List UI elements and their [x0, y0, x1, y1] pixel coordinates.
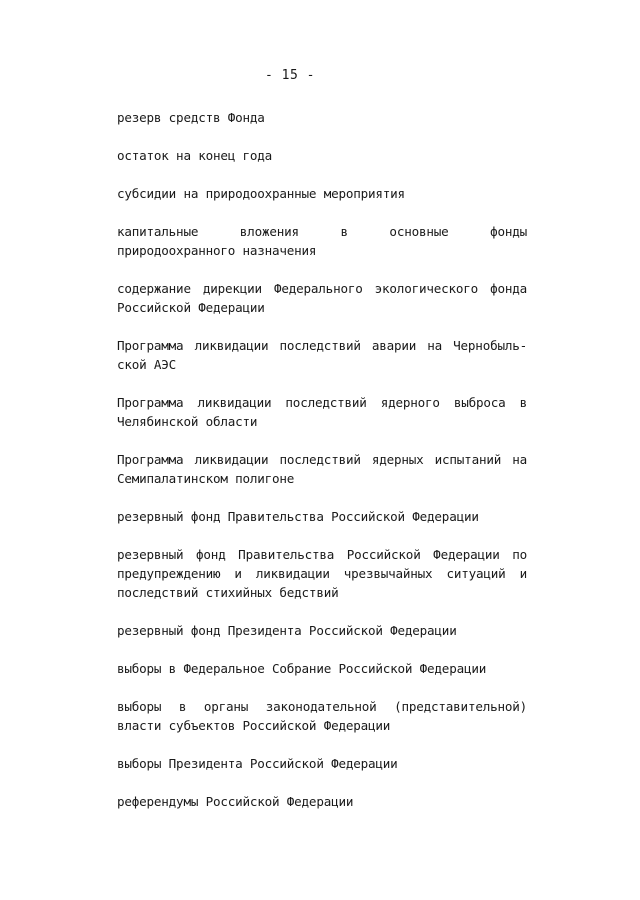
- item-line: референдумы Российской Федерации: [117, 794, 354, 809]
- item-line: предупреждению и ликвидации чрезвычайных ситуаций и: [117, 566, 527, 581]
- list-item: [117, 507, 527, 526]
- page-number: - 15 -: [265, 68, 315, 83]
- item-line: Программа ликвидации последствий аварии на Чернобыль-: [117, 338, 527, 353]
- item-line: содержание дирекции Федерального экологического фонда: [117, 281, 527, 296]
- item-line: резервный фонд Правительства Российской Федерации по: [117, 547, 527, 562]
- list-item: [117, 393, 527, 431]
- list-item: [117, 621, 527, 640]
- item-line: капитальные вложения в основные фонды: [117, 224, 527, 239]
- item-line: ской АЭС: [117, 357, 177, 372]
- item-line: резерв средств Фонда: [117, 110, 265, 125]
- budget-items-list: [117, 108, 527, 830]
- list-item: [117, 697, 527, 735]
- list-item: [117, 754, 527, 773]
- item-line: последствий стихийных бедствий: [117, 585, 339, 600]
- item-line: Российской Федерации: [117, 300, 265, 315]
- item-line: природоохранного назначения: [117, 243, 317, 258]
- list-item: [117, 336, 527, 374]
- item-line: Программа ликвидации последствий ядерных испытаний на: [117, 452, 527, 467]
- list-item: [117, 659, 527, 678]
- item-line: Семипалатинском полигоне: [117, 471, 295, 486]
- item-line: остаток на конец года: [117, 148, 273, 163]
- item-line: резервный фонд Президента Российской Федерации: [117, 623, 457, 638]
- list-item: [117, 184, 527, 203]
- item-line: Челябинской области: [117, 414, 258, 429]
- item-line: выборы в Федеральное Собрание Российской Федерации: [117, 661, 487, 676]
- list-item: [117, 279, 527, 317]
- list-item: [117, 108, 527, 127]
- item-line: выборы Президента Российской Федерации: [117, 756, 398, 771]
- item-line: резервный фонд Правительства Российской Федерации: [117, 509, 479, 524]
- item-line: власти субъектов Российской Федерации: [117, 718, 391, 733]
- item-line: Программа ликвидации последствий ядерного выброса в: [117, 395, 527, 410]
- list-item: [117, 545, 527, 602]
- list-item: [117, 792, 527, 811]
- item-line: выборы в органы законодательной (представительной): [117, 699, 527, 714]
- item-line: субсидии на природоохранные мероприятия: [117, 186, 405, 201]
- list-item: [117, 222, 527, 260]
- list-item: [117, 450, 527, 488]
- list-item: [117, 146, 527, 165]
